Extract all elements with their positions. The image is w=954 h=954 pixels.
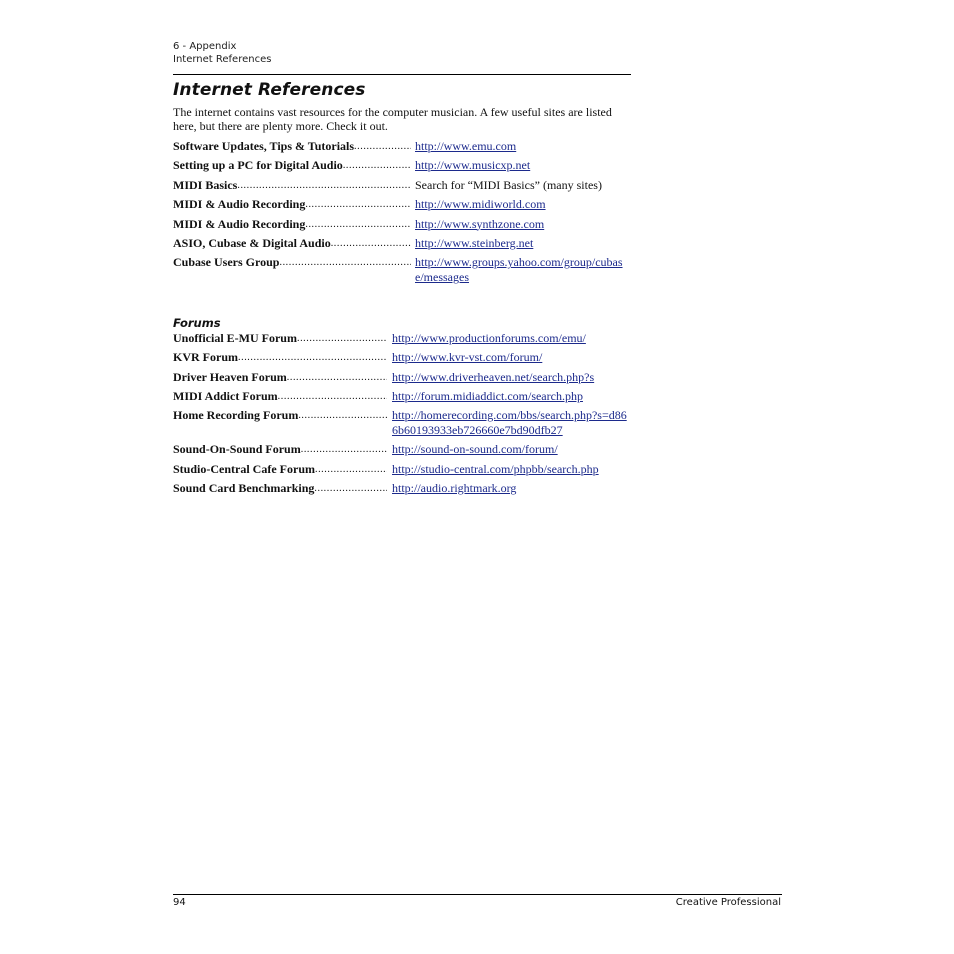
forum-row — [173, 370, 629, 385]
row-label-text: Studio-Central Cafe Forum — [173, 461, 315, 476]
reference-row — [173, 197, 623, 212]
row-link[interactable]: http://www.kvr-vst.com/forum/ — [392, 350, 543, 365]
row-link[interactable]: http://www.driverheaven.net/search.php?s — [392, 369, 595, 384]
row-link[interactable]: http://www.synthzone.com — [415, 216, 545, 231]
reference-row — [173, 158, 623, 173]
row-label-text: Driver Heaven Forum — [173, 369, 287, 384]
row-label — [173, 370, 387, 385]
header-section: Internet References — [173, 54, 272, 65]
row-label — [173, 481, 387, 496]
row-label-text: Unofficial E-MU Forum — [173, 331, 297, 345]
row-label-text: Sound-On-Sound Forum — [173, 442, 301, 457]
dot-leader — [315, 462, 387, 477]
row-label-text: Software Updates, Tips & Tutorials — [173, 139, 355, 153]
row-link[interactable]: http://audio.rightmark.org — [392, 481, 517, 496]
row-link[interactable]: http://www.productionforums.com/emu/ — [392, 331, 586, 345]
forum-row — [173, 389, 629, 404]
page-title: Internet References — [173, 80, 366, 100]
header-chapter: 6 - Appendix — [173, 41, 237, 52]
row-label — [173, 255, 411, 270]
reference-row — [173, 178, 623, 193]
reference-row — [173, 255, 623, 285]
forum-row — [173, 408, 629, 438]
row-link[interactable]: http://www.steinberg.net — [415, 235, 534, 250]
references-list — [173, 139, 623, 290]
row-label-text: ASIO, Cubase & Digital Audio — [173, 235, 331, 250]
row-link[interactable]: http://www.musicxp.net — [415, 158, 531, 173]
row-label — [173, 389, 387, 404]
row-label — [173, 217, 411, 232]
row-link[interactable]: http://studio-central.com/phpbb/search.php — [392, 461, 599, 476]
row-label-text: Sound Card Benchmarking — [173, 481, 315, 496]
row-label — [173, 178, 411, 193]
running-header — [173, 40, 271, 66]
dot-leader — [305, 217, 411, 232]
row-label-text: KVR Forum — [173, 350, 238, 365]
forum-row — [173, 481, 629, 496]
row-value: Search for “MIDI Basics” (many sites) — [415, 177, 602, 192]
row-link[interactable]: http://sound-on-sound.com/forum/ — [392, 442, 558, 457]
row-label — [173, 350, 387, 365]
dot-leader — [331, 236, 411, 251]
intro-paragraph: The internet contains vast resources for the computer musician. A few useful sites are listed here, but there are plenty more. Check it out. — [173, 105, 612, 133]
dot-leader — [301, 442, 387, 457]
page-number: 94 — [173, 897, 186, 908]
forum-row — [173, 462, 629, 477]
row-label-text: Setting up a PC for Digital Audio — [173, 158, 343, 173]
reference-row — [173, 236, 623, 251]
row-label — [173, 462, 387, 477]
row-label — [173, 331, 387, 346]
reference-row — [173, 139, 623, 154]
dot-leader — [278, 389, 387, 404]
row-label — [173, 236, 411, 251]
dot-leader — [343, 158, 411, 173]
forum-row — [173, 331, 629, 346]
row-label-text: Cubase Users Group — [173, 255, 280, 270]
row-link[interactable]: http://forum.midiaddict.com/search.php — [392, 388, 583, 403]
dot-leader — [279, 255, 411, 270]
row-label — [173, 408, 387, 423]
row-label — [173, 197, 411, 212]
dot-leader — [238, 350, 387, 365]
row-label-text: MIDI Basics — [173, 177, 238, 192]
footer-divider — [173, 894, 782, 895]
dot-leader — [237, 178, 411, 193]
row-label-text: MIDI & Audio Recording — [173, 216, 306, 231]
row-link[interactable]: http://homerecording.com/bbs/search.php?s=d866b60193933eb726660e7bd90dfb27 — [392, 408, 627, 438]
row-label — [173, 139, 411, 154]
row-label-text: MIDI Addict Forum — [173, 388, 278, 403]
row-label-text: Home Recording Forum — [173, 408, 299, 423]
dot-leader — [287, 370, 387, 385]
row-label — [173, 442, 387, 457]
dot-leader — [297, 331, 387, 346]
forum-row — [173, 350, 629, 365]
dot-leader — [298, 408, 387, 423]
dot-leader — [305, 197, 411, 212]
reference-row — [173, 217, 623, 232]
header-divider — [173, 74, 631, 75]
row-label — [173, 158, 411, 173]
row-link[interactable]: http://www.groups.yahoo.com/group/cubase/messages — [415, 255, 623, 285]
forums-heading: Forums — [173, 316, 221, 330]
forum-row — [173, 442, 629, 457]
row-link[interactable]: http://www.midiworld.com — [415, 197, 546, 212]
dot-leader — [314, 481, 387, 496]
dot-leader — [354, 139, 411, 154]
forums-list — [173, 331, 629, 500]
row-link[interactable]: http://www.emu.com — [415, 139, 517, 153]
footer-publication: Creative Professional — [675, 897, 781, 908]
row-label-text: MIDI & Audio Recording — [173, 197, 306, 212]
